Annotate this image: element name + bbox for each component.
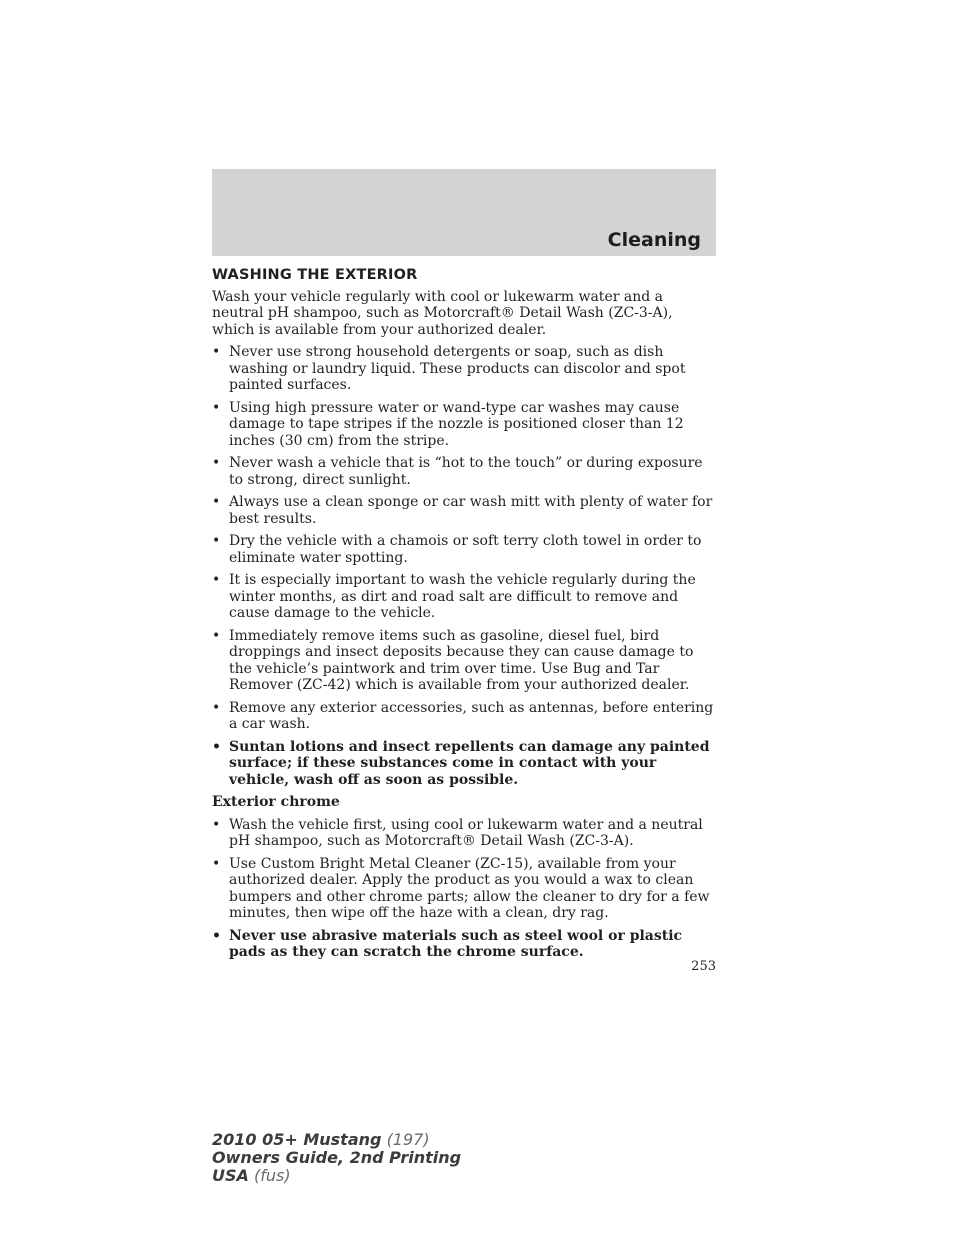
- warning-item: • Never use abrasive materials such as steel wool or plastic pads as they can scratch the chrome surface.: [212, 927, 683, 960]
- warning-item: • Suntan lotions and insect repellents can damage any painted surface; if these substances come in contact with your vehicle, wash off as soon as possible.: [212, 738, 710, 788]
- bullet-icon: •: [212, 699, 221, 716]
- list-item: • Always use a clean sponge or car wash mitt with plenty of water for best results.: [212, 494, 713, 527]
- footer-line-3: USA (fus): [212, 1166, 291, 1185]
- footer-line-1: 2010 05+ Mustang (197): [212, 1130, 430, 1149]
- list-item: • Remove any exterior accessories, such as antennas, before entering a car wash.: [212, 699, 714, 732]
- list-item: • Using high pressure water or wand-type car washes may cause damage to tape stripes if the nozzle is positioned closer than 12 inches (30 cm) from the stripe.: [212, 399, 684, 449]
- washing-bullet-list: [212, 344, 716, 788]
- bullet-icon: •: [212, 855, 221, 872]
- list-item: • Wash the vehicle first, using cool or lukewarm water and a neutral pH shampoo, such as Motorcraft® Detail Wash (ZC-3-A).: [212, 816, 703, 849]
- list-item: • Dry the vehicle with a chamois or soft terry cloth towel in order to eliminate water spotting.: [212, 533, 702, 566]
- page-number: 253: [691, 959, 716, 974]
- bullet-icon: •: [212, 344, 221, 360]
- list-item: • Never use strong household detergents or soap, such as dish washing or laundry liquid. These products can discolor and spot painted surfaces.: [212, 344, 686, 393]
- bullet-icon: •: [212, 816, 221, 833]
- list-item: • Immediately remove items such as gasoline, diesel fuel, bird droppings and insect deposits because they can cause damage to the vehicle’s paintwork and trim over time. Use Bug and Tar Remover (ZC-42) which is available from your authorized dealer.: [212, 627, 694, 693]
- bullet-icon: •: [212, 572, 221, 588]
- footer: [212, 1131, 461, 1185]
- bullet-icon: •: [212, 738, 221, 755]
- header-band: [212, 169, 716, 256]
- bullet-icon: •: [212, 533, 221, 549]
- list-item: • It is especially important to wash the vehicle regularly during the winter months, as dirt and road salt are difficult to remove and cause damage to the vehicle.: [212, 572, 696, 621]
- subsection-heading: Exterior chrome: [212, 794, 340, 810]
- bullet-icon: •: [212, 399, 221, 416]
- page-content: [212, 267, 716, 967]
- page-title: Cleaning: [607, 229, 701, 251]
- bullet-icon: •: [212, 494, 221, 510]
- intro-paragraph: Wash your vehicle regularly with cool or lukewarm water and a neutral pH shampoo, such as Motorcraft® Detail Wash (ZC-3-A), which is available from your authorized dealer.: [212, 288, 673, 338]
- bullet-icon: •: [212, 927, 221, 944]
- footer-line-2: Owners Guide, 2nd Printing: [212, 1148, 462, 1167]
- list-item: • Use Custom Bright Metal Cleaner (ZC-15), available from your authorized dealer. Apply the product as you would a wax to clean bumpers and other chrome parts; allow the cleaner to dry for a few minutes, then wipe off the haze with a clean, dry rag.: [212, 855, 710, 921]
- list-item: • Never wash a vehicle that is “hot to the touch” or during exposure to strong, direct sunlight.: [212, 455, 703, 488]
- section-heading: WASHING THE EXTERIOR: [212, 267, 418, 283]
- chrome-bullet-list: [212, 817, 716, 961]
- bullet-icon: •: [212, 455, 221, 471]
- bullet-icon: •: [212, 627, 221, 644]
